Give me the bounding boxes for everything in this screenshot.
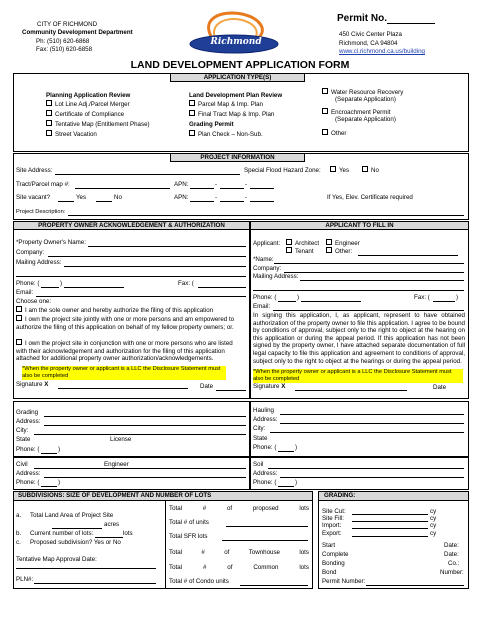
option-text: I own the project site in conjunction with one or more persons who are listed with their acknowledgement and authorization for the filing of this application attached for additional property owner authorization/acknowledgements. (16, 340, 233, 363)
owner-phone-field[interactable] (64, 287, 124, 288)
item-c-letter: c. (16, 539, 21, 546)
row-word: of (227, 564, 233, 571)
hauling-phone-area[interactable] (278, 451, 294, 452)
tract-parcel-label: Tract/Parcel map #: (16, 181, 70, 188)
checkbox-certificate[interactable] (46, 111, 124, 119)
item-b-letter: b. (16, 530, 22, 537)
apn-field-3[interactable] (250, 188, 274, 189)
apn-field-2[interactable] (220, 188, 244, 189)
checkbox-icon[interactable] (189, 110, 195, 116)
checkbox-icon[interactable] (322, 129, 328, 135)
row-word: Townhouse (248, 549, 280, 556)
apn2-field-3[interactable] (250, 201, 274, 202)
item-a-letter: a. (16, 512, 22, 519)
paren: ) (295, 479, 298, 486)
grading-license-label: License (110, 436, 132, 443)
proposed-no[interactable]: No (112, 539, 121, 546)
or-label: or (105, 539, 112, 546)
grading-contact-field[interactable] (44, 416, 246, 417)
form-title: LAND DEVELOPMENT APPLICATION FORM (130, 59, 350, 71)
checkbox-street-vacation[interactable] (46, 131, 97, 139)
applicant-email-field[interactable] (273, 310, 464, 311)
start-label: Start (322, 542, 336, 549)
applicant-tenant[interactable] (286, 248, 314, 256)
owner-date-field[interactable] (216, 390, 246, 391)
checkbox-icon[interactable] (189, 130, 195, 136)
row-word: proposed (252, 505, 279, 512)
applicant-company-label: Company: (253, 265, 282, 272)
richmond-logo (172, 8, 288, 58)
project-description-field[interactable] (68, 215, 464, 216)
owner-option-conjunction[interactable] (16, 340, 238, 363)
checkbox-icon[interactable] (286, 239, 292, 245)
civil-contact-title: Civil (16, 461, 28, 468)
applicant-mailing-field[interactable] (300, 280, 464, 281)
hauling-address-label: Address: (253, 416, 278, 423)
row-word: # (202, 505, 207, 512)
owner-mailing-label: Mailing Address: (16, 259, 62, 266)
hauling-contact-field[interactable] (280, 414, 464, 415)
tract-parcel-field[interactable] (75, 188, 170, 189)
total-sfr-label: Total SFR lots (169, 533, 208, 540)
option-sub-label: (Separate Application) (335, 96, 396, 103)
checkbox-icon[interactable] (46, 130, 52, 136)
pln-label: PLN#: (16, 576, 34, 583)
applicant-signature-label (253, 383, 285, 391)
proposed-label: Proposed subdivision? (30, 539, 93, 546)
civil-contact-field[interactable] (34, 468, 246, 469)
hauling-phone-label: Phone: ( (253, 444, 277, 451)
checkbox-other[interactable] (322, 130, 346, 138)
total-units-field[interactable] (226, 526, 308, 527)
tentative-approval-label: Tentative Map Approval Date: (16, 556, 97, 563)
checkbox-plan-check[interactable] (189, 131, 263, 139)
soil-contact-field[interactable] (268, 468, 464, 469)
civil-phone-label: Phone: ( (16, 479, 40, 486)
pln-field[interactable] (34, 583, 156, 584)
applicant-fax-label: Fax: ( (414, 294, 430, 301)
option-label: Tentative Map (Entitlement Phase) (55, 121, 150, 128)
owner-fax-field[interactable] (198, 287, 246, 288)
city-name: CITY OF RICHMOND (37, 21, 98, 28)
signature-x: X (281, 383, 286, 390)
proposed-yes[interactable]: Yes (93, 539, 104, 546)
proposed-subdivision-label (30, 539, 121, 547)
sub-row-common-lots (169, 564, 309, 572)
phone-number: Ph: (510) 620-6868 (36, 38, 90, 45)
hauling-address-field[interactable] (280, 423, 464, 424)
hauling-city-field[interactable] (270, 432, 464, 433)
total-sfr-field[interactable] (222, 540, 308, 541)
row-word: Total (169, 564, 183, 571)
row-word: Total (169, 505, 183, 512)
soil-address-field[interactable] (280, 477, 464, 478)
grading-address-label: Address: (16, 418, 41, 425)
owner-company-field[interactable] (48, 256, 246, 257)
applicant-phone-label: Phone: ( (253, 294, 277, 301)
option-text: I own the project site jointly with one or more persons and am empowered to authorize the filing of this application on behalf of my fellow property owners; or. (16, 316, 235, 331)
checkbox-icon[interactable] (322, 108, 328, 114)
row-word: lots (299, 505, 309, 512)
checkbox-icon[interactable] (16, 306, 22, 312)
owner-mailing-field-2[interactable] (16, 276, 246, 277)
apn-dash: - (215, 181, 218, 188)
development-review-heading: Land Development Plan Review (189, 92, 283, 99)
option-label: Tenant (295, 248, 314, 255)
sub-row-proposed-lots (169, 505, 309, 513)
row-word: # (201, 549, 205, 556)
hauling-state-label: State (253, 435, 268, 442)
civil-address-label: Address: (16, 470, 41, 477)
import-field[interactable] (352, 528, 428, 529)
owner-mailing-field[interactable] (64, 266, 246, 267)
paren: ) (456, 294, 459, 301)
signature-text: Signature (16, 381, 43, 388)
bond-number-label: Number: (440, 569, 464, 576)
checkbox-tentative-map[interactable] (46, 121, 150, 129)
grading-permit-heading: Grading Permit (189, 121, 234, 128)
sub-row-townhouse-lots (169, 549, 309, 557)
paren: ) (295, 444, 298, 451)
acres-label: acres (104, 521, 120, 528)
option-label: Final Tract Map & Imp. Plan (198, 111, 275, 118)
soil-phone-area[interactable] (278, 486, 294, 487)
checkbox-icon[interactable] (16, 339, 22, 345)
applicant-llc-note: *When the property owner or applicant is a LLC the Disclosure Statement must also be completed (253, 369, 463, 383)
site-fill-label: Site Fill: (322, 515, 345, 522)
site-vacant-label: Site vacant? (16, 194, 51, 201)
owner-fax-label: Fax: ( (178, 280, 194, 287)
applicant-other[interactable] (326, 248, 352, 256)
row-word: lots (299, 549, 309, 556)
owner-option-joint[interactable] (16, 316, 236, 331)
apn2-field-2[interactable] (220, 201, 244, 202)
import-unit: cy (430, 522, 437, 529)
apn-label: APN: (174, 181, 189, 188)
department-name: Community Development Department (22, 29, 133, 36)
apn-label-2: APN: (174, 194, 189, 201)
option-label: Parcel Map & Imp. Plan (198, 101, 263, 108)
project-information-title: PROJECT INFORMATION (200, 154, 275, 161)
land-area-label: Total Land Area of Project Site (30, 512, 114, 519)
checkbox-icon[interactable] (16, 315, 22, 321)
vacant-yes-label: Yes (76, 194, 87, 201)
project-information-section (13, 153, 469, 220)
vacant-no-label: No (114, 194, 122, 201)
grading-state-label: State (16, 436, 31, 443)
subdivisions-title: SUBDIVISIONS: SIZE OF DEVELOPMENT AND NUMBER OF LOTS (18, 492, 212, 499)
checkbox-icon[interactable] (362, 166, 368, 172)
applicant-date-label: Date (433, 384, 447, 391)
address-line-2: Richmond, CA 94804 (339, 40, 398, 47)
owner-phone-label: Phone: ( (16, 280, 40, 287)
applicant-mailing-field-2[interactable] (253, 290, 464, 291)
paren: ) (60, 280, 63, 287)
logo-text: Richmond (210, 37, 262, 47)
civil-address-field[interactable] (44, 477, 246, 478)
owner-company-label: Company: (16, 249, 45, 256)
checkbox-icon[interactable] (322, 88, 328, 94)
total-condo-label: Total # of Condo units (169, 578, 229, 585)
option-label: Encroachment Permit (331, 109, 391, 116)
import-label: Import: (322, 522, 342, 529)
applicant-name-field[interactable] (274, 263, 464, 264)
owner-title: PROPERTY OWNER ACKNOWLEDGEMENT & AUTHORIZATION (38, 222, 225, 229)
applicant-phone-area[interactable] (278, 301, 296, 302)
export-label: Export: (322, 530, 342, 537)
export-field[interactable] (352, 536, 428, 537)
option-label: Certificate of Compliance (55, 111, 125, 118)
permit-number-bottom-label: Permit Number: (322, 578, 366, 585)
checkbox-icon[interactable] (286, 247, 292, 253)
subdivisions-divider (165, 501, 166, 589)
permit-number-bottom-field[interactable] (366, 585, 464, 586)
site-fill-unit: cy (430, 515, 437, 522)
applicant-fax-field[interactable] (433, 301, 455, 302)
apn-field-1[interactable] (190, 188, 214, 189)
checkbox-icon[interactable] (46, 120, 52, 126)
hauling-contact-title: Hauling (253, 407, 274, 414)
project-description-label: Project Description: (16, 209, 66, 215)
applicant-title: APPLICANT TO FILL IN (325, 222, 394, 229)
owner-name-label: *Property Owner's Name: (16, 239, 86, 246)
civil-engineer-label: Engineer (104, 461, 129, 468)
owner-name-field[interactable] (88, 246, 246, 247)
checkbox-icon[interactable] (46, 100, 52, 106)
applicant-type-label: Applicant: (253, 240, 281, 247)
option-label: Architect (295, 240, 320, 247)
complete-date-label: Date: (444, 551, 459, 558)
applicant-email-label: Email: (253, 303, 271, 310)
soil-phone-label: Phone: ( (253, 479, 277, 486)
option-text: I am the sole owner and hereby authorize the filing of this application (25, 307, 214, 314)
signature-x: X (44, 381, 49, 388)
vacant-yes-field[interactable] (58, 201, 74, 202)
export-unit: cy (430, 530, 437, 537)
checkbox-icon[interactable] (46, 110, 52, 116)
row-word: lots (299, 564, 309, 571)
option-sub-label: (Separate Application) (335, 116, 396, 123)
total-condo-field[interactable] (240, 585, 308, 586)
applicant-statement: In signing this application, I, as applicant, represent to have obtained authorization of the property owner to file this application. I agree to be bound by conditions of approval, subject only to the right to object at the hearing on this application or during the appeal period. If this application has not been signed by the property owner, I have attached separate documentation of full legal capacity to file this application and agreement to conditions of approval, subject only to the right to object at the hearings or during the appeal period. (253, 312, 465, 365)
total-units-label: Total # of units (169, 519, 209, 526)
option-label: Other: (335, 248, 353, 255)
apn-dash: - (245, 181, 248, 188)
permit-number-label: Permit No. (337, 13, 388, 24)
flood-zone-yes[interactable] (330, 167, 349, 175)
owner-signature-label (16, 381, 48, 389)
row-word: Common (253, 564, 279, 571)
grading-address-field[interactable] (44, 425, 246, 426)
flood-zone-label: Special Flood Hazard Zone: (244, 167, 321, 174)
apn-dash: - (215, 194, 218, 201)
paren: ) (297, 294, 300, 301)
checkbox-icon[interactable] (326, 239, 332, 245)
applicant-signature-field[interactable] (295, 390, 407, 391)
checkbox-final-tract-map[interactable] (189, 111, 274, 119)
application-types-title: APPLICATION TYPE(S) (203, 74, 272, 81)
grading-title: GRADING: (324, 492, 356, 499)
hauling-city-label: City: (253, 425, 266, 432)
bonding-co-label: Co.: (448, 560, 460, 567)
option-label: Lot Line Adj./Parcel Merger (55, 101, 130, 108)
paren: ) (58, 479, 61, 486)
option-label: Engineer (335, 240, 360, 247)
option-label: Yes (339, 167, 350, 174)
site-fill-field[interactable] (352, 521, 428, 522)
signature-text: Signature (253, 383, 280, 390)
applicant-company-field[interactable] (284, 272, 464, 273)
owner-email-field[interactable] (36, 296, 246, 297)
owner-signature-field[interactable] (58, 388, 188, 389)
grading-contact-section (13, 401, 250, 457)
owner-email-label: Email: (16, 289, 34, 296)
owner-date-label: Date (200, 383, 214, 390)
start-date-label: Date: (444, 542, 459, 549)
grading-contact-title: Grading (16, 409, 39, 416)
tentative-approval-field[interactable] (16, 568, 156, 569)
site-cut-field[interactable] (352, 514, 428, 515)
civil-phone-area[interactable] (41, 486, 57, 487)
vacant-no-field[interactable] (96, 201, 112, 202)
bond-label: Bond (322, 569, 337, 576)
site-address-label: Site Address: (16, 167, 53, 174)
owner-llc-note: *When the property owner or applicant is a LLC the Disclosure Statement must also be completed (22, 366, 226, 380)
applicant-mailing-label: Mailing Address: (253, 273, 299, 280)
bonding-label: Bonding (322, 560, 345, 567)
flood-zone-no[interactable] (362, 167, 379, 175)
lots-label: lots (123, 530, 133, 537)
complete-label: Complete (322, 551, 349, 558)
row-word: of (224, 549, 230, 556)
option-label: Other (331, 130, 347, 137)
soil-address-label: Address: (253, 470, 278, 477)
current-lots-field[interactable] (95, 537, 123, 538)
grading-phone-area[interactable] (41, 453, 57, 454)
option-label: Water Resource Recovery (331, 89, 404, 96)
elevation-certificate-note: If Yes, Elev. Certificate required (327, 194, 413, 201)
paren: ) (58, 446, 61, 453)
site-address-field[interactable] (55, 174, 240, 175)
row-word: Total (169, 549, 183, 556)
site-cut-label: Site Cut: (322, 508, 346, 515)
option-label: Plan Check – Non-Sub. (198, 131, 263, 138)
apn2-field-1[interactable] (190, 201, 214, 202)
current-lots-label: Current number of lots: (30, 530, 94, 537)
address-line-1: 450 Civic Center Plaza (339, 31, 402, 38)
hauling-contact-section (250, 401, 469, 457)
applicant-phone-field[interactable] (301, 301, 361, 302)
land-area-field[interactable] (52, 528, 102, 529)
option-label: Street Vacation (55, 131, 97, 138)
applicant-name-label: *Name: (253, 256, 274, 263)
grading-phone-label: Phone: ( (16, 446, 40, 453)
choose-one-label: Choose one: (16, 298, 52, 305)
owner-phone-area[interactable] (41, 287, 59, 288)
checkbox-lot-line[interactable] (46, 101, 130, 109)
website-link[interactable]: www.ci.richmond.ca.us/building (339, 48, 425, 55)
planning-review-heading: Planning Application Review (46, 92, 131, 99)
row-word: # (202, 564, 207, 571)
site-cut-unit: cy (430, 508, 437, 515)
row-word: of (226, 505, 233, 512)
applicant-other-field[interactable] (358, 255, 458, 256)
owner-option-sole[interactable] (16, 307, 248, 315)
fax-number: Fax: (510) 620-6858 (36, 46, 93, 53)
grading-city-field[interactable] (34, 434, 246, 435)
apn-dash: - (245, 194, 248, 201)
grading-city-label: City: (16, 427, 29, 434)
checkbox-icon[interactable] (326, 247, 332, 253)
option-label: No (371, 167, 379, 174)
soil-contact-title: Soil (253, 461, 264, 468)
checkbox-icon[interactable] (330, 166, 336, 172)
checkbox-parcel-map[interactable] (189, 101, 263, 109)
permit-number-field[interactable] (387, 23, 435, 24)
checkbox-icon[interactable] (189, 100, 195, 106)
